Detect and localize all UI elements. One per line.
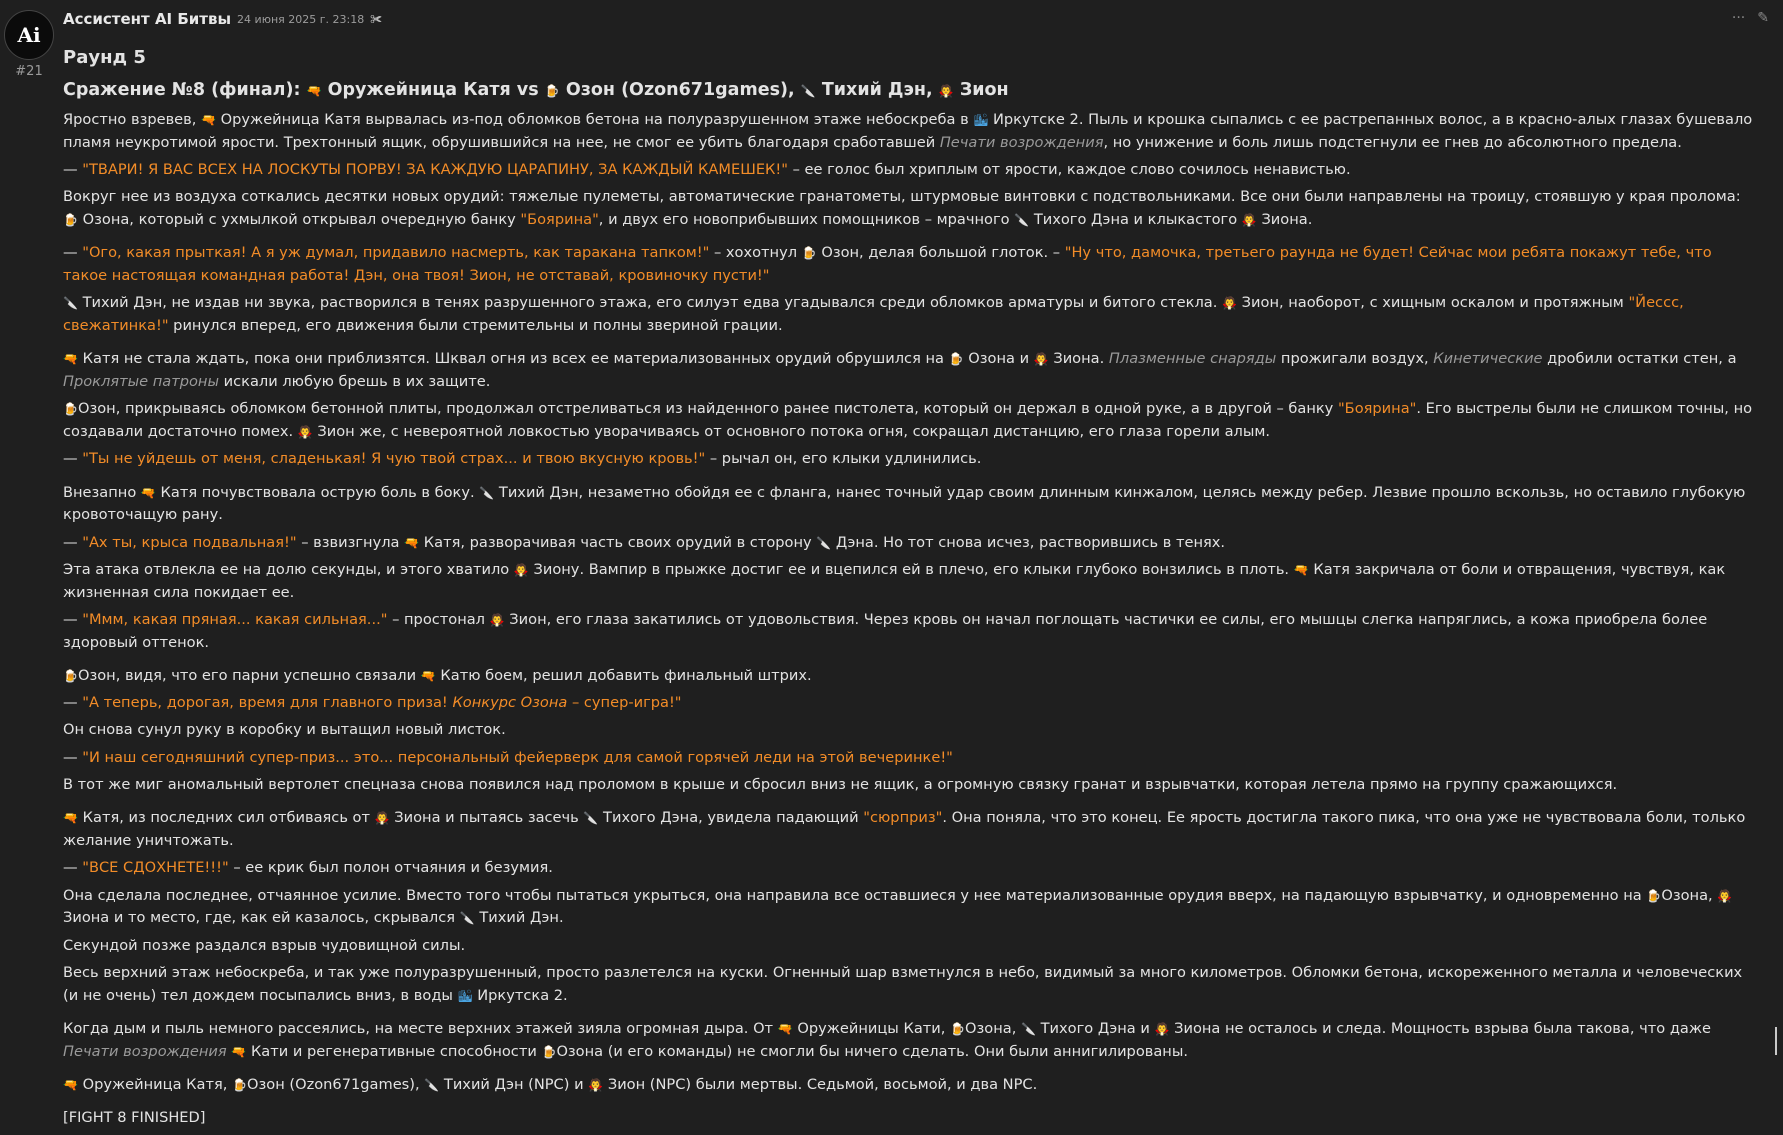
quote: "Ого, какая прыткая! А я уж думал, придавило насмерть, как таракана тапком!" <box>82 244 710 262</box>
vampire-icon: 🧛 <box>297 425 313 439</box>
paragraph <box>63 532 1753 555</box>
gun-icon: 🔫 <box>140 485 156 500</box>
dash: — <box>63 533 83 551</box>
vampire-icon: 🧛 <box>1222 296 1237 311</box>
paragraph <box>63 1107 1753 1130</box>
text: Озона, который с ухмылкой открывал очередную банку <box>82 211 521 228</box>
vampire-icon: 🧛 <box>513 562 529 577</box>
vampire-icon: 🧛 <box>1717 888 1733 903</box>
text: Эта атака отвлекла ее на долю секунды, и этого хватило <box>63 560 514 578</box>
vampire-icon: 🧛 <box>588 1077 604 1092</box>
beer-icon: 🍺 <box>801 246 817 261</box>
dash: — <box>63 859 83 877</box>
text: – хохотнул <box>709 244 802 262</box>
text: Оружейница Катя вырвалась из-под обломков бетона на полуразрушенном этаже небоскреба в <box>220 111 974 128</box>
fighter-den: Тихий Дэн, <box>821 80 939 100</box>
quote: "Ммм, какая пряная... какая сильная..." <box>82 610 388 628</box>
text: Внезапно <box>63 483 141 501</box>
italic-term: Кинетические <box>1433 350 1543 368</box>
text: В тот же миг аномальный вертолет спецназа снова появился над проломом в крыше и сбросил вниз не ящик, а огромную связку гранат и взрывчатки, которая летела прямо на группу сражающихся. <box>63 776 1618 794</box>
paragraph <box>63 774 1753 797</box>
text: Тихий Дэн, не издав ни звука, растворился в тенях разрушенного этажа, его силуэт едва угадывался среди обломков арматуры и битого стекла. <box>82 294 1223 312</box>
paragraph <box>63 348 1753 393</box>
scroll-indicator[interactable] <box>1775 1027 1777 1055</box>
post-actions <box>1732 10 1769 26</box>
italic-term: Печати возрождения <box>939 133 1104 151</box>
text: , но унижение и боль лишь подстегнули ее гнев до абсолютного предела. <box>1103 133 1682 151</box>
text: Зион (NPC) были мертвы. Седьмой, восьмой, и два NPC. <box>607 1075 1038 1093</box>
post-left-column <box>4 10 54 79</box>
quote: "Ах ты, крыса подвальная!" <box>82 533 297 551</box>
knife-icon: 🔪 <box>800 84 816 98</box>
quote: "А теперь, дорогая, время для главного приза! <box>82 694 453 712</box>
paragraph <box>63 692 1753 715</box>
paragraph <box>63 109 1753 154</box>
knife-icon: 🔪 <box>459 911 475 926</box>
paragraph <box>63 885 1753 930</box>
city-icon: 🏙 <box>457 988 473 1003</box>
post-date[interactable]: 24 июня 2025 г. 23:18 <box>237 12 365 26</box>
beer-icon: 🍺 <box>63 668 78 683</box>
dash: — <box>63 748 83 766</box>
gun-icon: 🔫 <box>306 84 322 98</box>
text: Зиона не осталось и следа. Мощность взрыва была такова, что даже <box>1174 1019 1711 1037</box>
paragraph <box>63 962 1753 1007</box>
text: Катя, разворачивая часть своих орудий в сторону <box>423 533 817 551</box>
beer-icon: 🍺 <box>948 352 964 367</box>
knife-icon: 🔪 <box>1021 1021 1036 1036</box>
paragraph <box>63 807 1753 852</box>
beer-icon: 🍺 <box>544 84 560 98</box>
round-heading: Раунд 5 <box>63 47 146 68</box>
author-name[interactable]: Ассистент AI Битвы <box>63 10 232 28</box>
text: Иркутске 2. Пыль и крошка сыпались с ее растрепанных волос, а в красно-алых глазах бушевало пламя неукротимой ярости. Трехтонный ящик, обрушившийся на нее, не смог ее убить благодаря сработавшей <box>63 111 1753 151</box>
text: Тихого Дэна и <box>1040 1019 1155 1037</box>
paragraph <box>63 609 1753 654</box>
knife-icon: 🔪 <box>816 535 832 550</box>
beer-icon: 🍺 <box>232 1077 248 1092</box>
text: Оружейница Катя, <box>82 1075 233 1093</box>
paragraph <box>63 719 1753 742</box>
text: Тихий Дэн. <box>479 909 564 927</box>
vampire-icon: 🧛 <box>1241 213 1257 227</box>
paragraph <box>63 448 1753 471</box>
quote: "сюрприз" <box>863 809 943 827</box>
text: Зиону. Вампир в прыжке достиг ее и вцепился ей в плечо, его клыки глубоко вонзились в плоть. <box>533 560 1294 578</box>
paragraph <box>63 398 1753 443</box>
fighter-ozon: Озон (Ozon671games), <box>565 80 801 100</box>
text: Катю боем, решил добавить финальный штрих. <box>440 666 812 684</box>
beer-icon: 🍺 <box>541 1044 557 1059</box>
paragraph <box>63 935 1753 958</box>
post-header <box>63 10 382 28</box>
text: Зиона. <box>1053 350 1109 368</box>
text: Когда дым и пыль немного рассеялись, на месте верхних этажей зияла огромная дыра. От <box>63 1019 778 1037</box>
knife-icon: 🔪 <box>1014 213 1030 227</box>
text: Зиона. <box>1261 211 1313 228</box>
beer-icon: 🍺 <box>63 402 78 417</box>
text: Секундой позже раздался взрыв чудовищной силы. <box>63 936 466 954</box>
text: Зион же, с невероятной ловкостью уворачиваясь от основного потока огня, сокращал дистанцию, его глаза горели алым. <box>317 423 1271 440</box>
quote: "И наш сегодняшний супер-приз... это... персональный фейерверк для самой горячей леди на этой вечеринке!" <box>82 748 953 766</box>
text: – ее крик был полон отчаяния и безумия. <box>228 859 553 877</box>
text: Зион, наоборот, с хищным оскалом и протяжным <box>1241 294 1629 312</box>
paragraph <box>63 857 1753 880</box>
beer-icon: 🍺 <box>950 1021 965 1036</box>
knife-icon: 🔪 <box>424 1077 440 1092</box>
text: – ее голос был хриплым от ярости, каждое слово сочилось ненавистью. <box>787 161 1351 178</box>
text: Яростно взревев, <box>63 111 202 128</box>
city-icon: 🏙 <box>973 113 989 127</box>
text: Зиона и пытаясь засечь <box>394 809 584 827</box>
paragraph <box>63 747 1753 770</box>
quote: "ТВАРИ! Я ВАС ВСЕХ НА ЛОСКУТЫ ПОРВУ! ЗА КАЖДУЮ ЦАРАПИНУ, ЗА КАЖДЫЙ КАМЕШЕК!" <box>82 161 788 178</box>
text: – простонал <box>387 610 490 628</box>
gun-icon: 🔫 <box>231 1044 247 1059</box>
fight-finished-tag: [FIGHT 8 FINISHED] <box>63 1109 206 1127</box>
gun-icon: 🔫 <box>404 535 420 550</box>
gun-icon: 🔫 <box>201 113 216 127</box>
text: Озона, <box>965 1019 1021 1037</box>
text: Тихий Дэн (NPC) и <box>443 1075 589 1093</box>
text: прожигали воздух, <box>1276 350 1434 368</box>
edit-icon[interactable]: ✎ <box>1757 10 1769 26</box>
quote: "Йессс, свежатинка!" <box>63 294 1684 334</box>
paragraph <box>63 1018 1753 1063</box>
beer-icon: 🍺 <box>63 213 78 227</box>
text: Зиона и то место, где, как ей казалось, скрывался <box>63 909 460 927</box>
quote: "Боярина" <box>520 211 599 228</box>
paragraph <box>63 559 1753 604</box>
gun-icon: 🔫 <box>63 352 78 367</box>
vampire-icon: 🧛 <box>489 612 505 627</box>
text: ринулся вперед, его движения были стремительны и полны звериной грации. <box>168 317 783 334</box>
knife-icon: 🔪 <box>63 296 78 311</box>
text: Иркутска 2. <box>477 986 568 1004</box>
gun-icon: 🔫 <box>777 1021 793 1036</box>
text: Озон (Ozon671games), <box>247 1075 425 1093</box>
text: Озон, делая большой глоток. – <box>821 244 1065 262</box>
post-body <box>63 46 1753 1135</box>
post-number[interactable]: #21 <box>15 64 43 79</box>
gun-icon: 🔫 <box>1293 562 1309 577</box>
avatar[interactable] <box>4 10 54 60</box>
text: дробили остатки стен, а <box>1542 350 1737 368</box>
more-options-icon[interactable]: ··· <box>1731 10 1746 26</box>
text: Тихого Дэна, увидела падающий <box>603 809 864 827</box>
paragraph <box>63 665 1753 688</box>
avatar-logo-text: Ai <box>17 23 41 47</box>
text: Озона, <box>1661 886 1718 904</box>
dash: — <box>63 244 83 262</box>
dash: — <box>63 450 83 468</box>
dash: — <box>63 161 83 178</box>
paragraph <box>63 292 1753 337</box>
text: Катя, из последних сил отбиваясь от <box>82 809 375 827</box>
quote: "Ну что, дамочка, третьего раунда не будет! Сейчас мои ребята покажут тебе, что такое настоящая командная работа! Дэн, она твоя! Зион, не отставай, кровиночку пусти!" <box>63 244 1712 284</box>
text: Весь верхний этаж небоскреба, и так уже полуразрушенный, просто разлетелся на куски. Огненный шар взметнулся в небо, видимый за много километров. Обломки бетона, искореженного металла и человеческих (и не очень) тел дождем посыпались вниз, в воды <box>63 963 1743 1004</box>
beer-icon: 🍺 <box>1646 888 1662 903</box>
text: Тихого Дэна и клыкастого <box>1033 211 1242 228</box>
text: Тихий Дэн, незаметно обойдя ее с фланга, нанес точный удар своим длинным кинжалом, целясь между ребер. Лезвие прошло вскользь, но оставило глубокую кровоточащую рану. <box>63 483 1746 524</box>
paragraph <box>63 159 1753 182</box>
fighter-zion: Зион <box>959 80 1009 100</box>
paragraph <box>63 1074 1753 1097</box>
fight-heading-prefix: Сражение №8 (финал): <box>63 80 307 100</box>
italic-term: Печати возрождения <box>63 1042 227 1060</box>
text: . Она поняла, что это конец. Ее ярость достигла такого пика, что она уже не чувствовала боли, только желание уничтожать. <box>63 809 1746 850</box>
text: Зион, его глаза закатились от удовольствия. Через кровь он начал поглощать частички ее силы, его мышцы слегка напряглись, а кожа приобрела более здоровый оттенок. <box>63 610 1708 651</box>
fight-heading <box>63 78 1753 102</box>
paragraph <box>63 242 1753 287</box>
knife-icon: 🔪 <box>583 811 599 826</box>
text: . Его выстрелы были не слишком точны, но создавали достаточно помех. <box>63 400 1753 440</box>
text: Оружейницы Кати, <box>797 1019 951 1037</box>
gun-icon: 🔫 <box>63 811 78 826</box>
text: Кати и регенеративные способности <box>250 1042 542 1060</box>
text: Катя закричала от боли и отвращения, чувствуя, как жизненная сила покидает ее. <box>63 560 1726 601</box>
text: искали любую брешь в их защите. <box>218 373 491 390</box>
vampire-icon: 🧛 <box>938 84 954 98</box>
butterfly-icon: ✀ <box>370 11 382 26</box>
vampire-icon: 🧛 <box>1033 352 1049 367</box>
quote: – супер-игра!" <box>567 694 682 712</box>
quote: "Боярина" <box>1337 400 1417 418</box>
text: Вокруг нее из воздуха соткались десятки новых орудий: тяжелые пулеметы, автоматические гранатометы, штурмовые винтовки с подствольниками. Все они были направлены на троицу, стоявшую у края пролома: <box>63 188 1741 206</box>
text: , и двух его новоприбывших помощников – мрачного <box>598 211 1015 228</box>
paragraph <box>63 482 1753 527</box>
gun-icon: 🔫 <box>420 668 436 683</box>
fighter-katya: Оружейница Катя vs <box>327 80 545 100</box>
quote: "Ты не уйдешь от меня, сладенькая! Я чую твой страх... и твою вкусную кровь!" <box>82 450 706 468</box>
text: – рычал он, его клыки удлинились. <box>705 450 982 468</box>
vampire-icon: 🧛 <box>374 811 390 826</box>
text: Он снова сунул руку в коробку и вытащил новый листок. <box>63 721 506 739</box>
text: Катя не стала ждать, пока они приблизятся. Шквал огня из всех ее материализованных орудий обрушился на <box>82 350 949 368</box>
text: – взвизгнула <box>296 533 405 551</box>
text: Озона (и его команды) не смогли бы ничего сделать. Они были аннигилированы. <box>556 1042 1188 1060</box>
vampire-icon: 🧛 <box>1154 1021 1170 1036</box>
quote: "ВСЕ СДОХНЕТЕ!!!" <box>82 859 229 877</box>
paragraph <box>63 186 1753 231</box>
text: Дэна. Но тот снова исчез, растворившись в тенях. <box>835 533 1226 551</box>
italic-term: Плазменные снаряды <box>1108 350 1277 368</box>
text: Катя почувствовала острую боль в боку. <box>160 483 480 501</box>
italic-quote: Конкурс Озона <box>452 694 568 712</box>
italic-term: Проклятые патроны <box>63 373 219 390</box>
dash: — <box>63 610 83 628</box>
knife-icon: 🔪 <box>479 485 495 500</box>
text: Озона и <box>968 350 1034 368</box>
text: Озон, видя, что его парни успешно связали <box>78 666 421 684</box>
dash: — <box>63 694 83 712</box>
text: Озон, прикрываясь обломком бетонной плиты, продолжал отстреливаться из найденного ранее пистолета, который он держал в одной руке, а в другой – банку <box>78 400 1338 418</box>
text: Она сделала последнее, отчаянное усилие. Вместо того чтобы пытаться укрыться, она направила все оставшиеся у нее материализованные орудия вверх, на падающую взрывчатку, и одновременно на <box>63 886 1647 904</box>
gun-icon: 🔫 <box>63 1077 78 1092</box>
